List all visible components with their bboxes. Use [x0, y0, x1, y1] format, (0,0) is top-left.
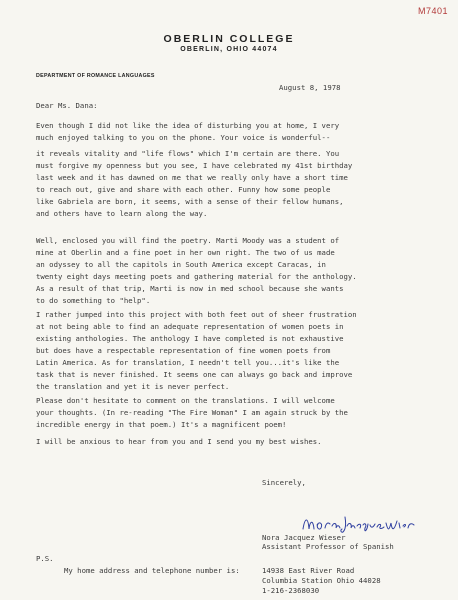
handwritten-signature [299, 511, 419, 535]
letter-date: August 8, 1978 [279, 83, 341, 92]
body-line: the translation and yet it is never perfect. [36, 382, 230, 391]
body-line: much enjoyed talking to you on the phone. Your voice is wonderful-- [36, 133, 331, 142]
body-line: existing anthologies. The anthology I have completed is not exhaustive [36, 334, 344, 343]
salutation: Dear Ms. Dana: [36, 101, 98, 110]
body-line: to do something to "help". [36, 296, 151, 305]
body-line: at not being able to find an adequate representation of women poets in [36, 322, 344, 331]
body-line: Even though I did not like the idea of disturbing you at home, I very [36, 121, 340, 130]
body-line: it reveals vitality and "life flows" which I'm certain are there. You [36, 149, 340, 158]
body-line: task that is never finished. It seems one can always go back and improve [36, 370, 353, 379]
archive-mark: M7401 [418, 6, 449, 16]
closing: Sincerely, [262, 478, 306, 487]
body-line: an odyssey to all the capitols in South America except Caracas, in [36, 260, 326, 269]
body-line: Latin America. As for translation, I needn't tell you...it's like the [36, 358, 340, 367]
letterhead-college: OBERLIN COLLEGE [163, 33, 295, 45]
body-line: and others have to learn along the way. [36, 209, 208, 218]
body-line: mine at Oberlin and a fine poet in her own right. The two of us made [36, 248, 335, 257]
address-line: 14938 East River Road [262, 566, 355, 575]
body-line: your thoughts. (In re-reading "The Fire Woman" I am again struck by the [36, 408, 348, 417]
letterhead-department: DEPARTMENT OF ROMANCE LANGUAGES [36, 73, 155, 79]
address-line: Columbia Station Ohio 44028 [262, 576, 381, 585]
body-line: I rather jumped into this project with both feet out of sheer frustration [36, 310, 357, 319]
body-line: twenty eight days meeting poets and gathering material for the anthology. [36, 272, 357, 281]
letterhead-city: OBERLIN, OHIO 44074 [180, 46, 278, 53]
phone-number: 1-216-2368030 [262, 586, 320, 595]
signer-name: Nora Jacquez Wieser [262, 533, 346, 542]
signer-title: Assistant Professor of Spanish [262, 542, 394, 551]
postscript-label: P.S. [36, 554, 54, 563]
body-line: incredible energy in that poem.) It's a magnificent poem! [36, 420, 287, 429]
body-line: to reach out, give and share with each other. Funny how some people [36, 185, 331, 194]
body-line: but does have a respectable representation of fine women poets from [36, 346, 331, 355]
body-line: As a result of that trip, Marti is now in med school because she wants [36, 284, 344, 293]
body-line: last week and it has dawned on me that we really only have a short time [36, 173, 348, 182]
body-line: Well, enclosed you will find the poetry. Marti Moody was a student of [36, 236, 340, 245]
body-line: must forgive my openness but you see, I have celebrated my 41st birthday [36, 161, 353, 170]
body-line: Please don't hesitate to comment on the translations. I will welcome [36, 396, 335, 405]
body-line: I will be anxious to hear from you and I send you my best wishes. [36, 437, 322, 446]
postscript-intro: My home address and telephone number is: [64, 566, 240, 575]
body-line: like Gabriela are born, it seems, with a sense of their fellow humans, [36, 197, 344, 206]
